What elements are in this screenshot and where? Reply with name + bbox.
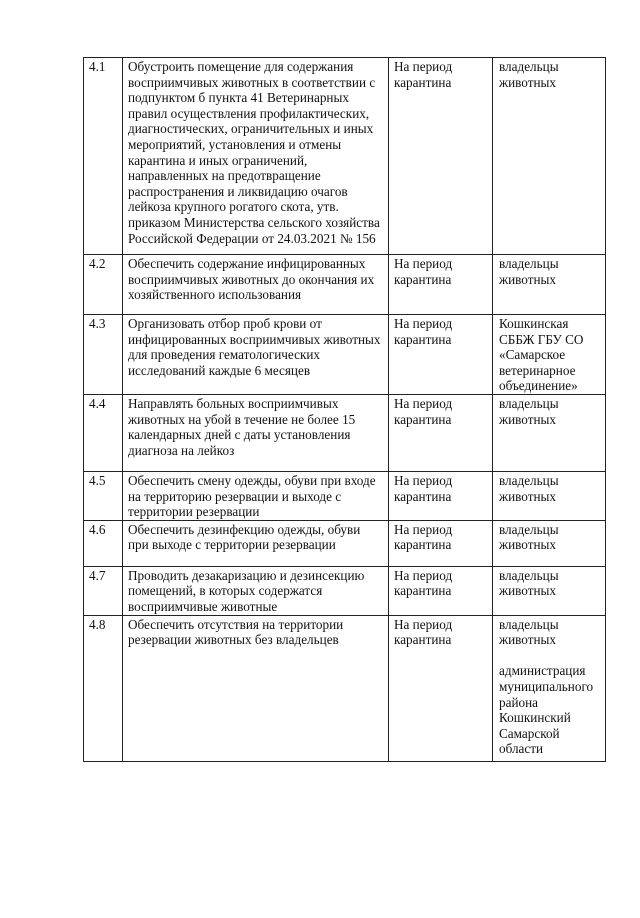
table-row (84, 394, 606, 471)
action-cell: Обеспечить дезинфекцию одежды, обуви при выходе с территории резервации (123, 520, 389, 566)
responsible-cell: владельцы животных (493, 471, 606, 520)
table-row (84, 615, 606, 761)
responsible-owners: владельцы животных (499, 616, 559, 648)
term-cell: На период карантина (389, 394, 493, 471)
action-cell: Направлять больных восприимчивых животных на убой в течение не более 15 календарных дней с даты установления диагноза на лейкоз (123, 394, 389, 471)
action-cell: Проводить дезакаризацию и дезинсекцию помещений, в которых содержатся восприимчивые животные (123, 566, 389, 615)
term-cell: На период карантина (389, 566, 493, 615)
term-cell: На период карантина (389, 520, 493, 566)
responsible-cell: владельцы животных (493, 58, 606, 255)
row-number: 4.1 (84, 58, 123, 255)
term-cell: На период карантина (389, 58, 493, 255)
action-cell: Обустроить помещение для содержания восприимчивых животных в соответствии с подпунктом б пункта 41 Ветеринарных правил осуществления профилактических, диагностических, ограничительных и иных мероприятий, установления и отмены карантина и иных ограничений, направленных на предотвращение распространения и ликвидацию очагов лейкоза крупного рогатого скота, утв. приказом Министерства сельского хозяйства Российской Федерации от 24.03.2021 № 156 (123, 58, 389, 255)
responsible-cell (493, 615, 606, 761)
row-number: 4.8 (84, 615, 123, 761)
row-number: 4.4 (84, 394, 123, 471)
action-cell: Организовать отбор проб крови от инфицированных восприимчивых животных для проведения гематологических исследований каждые 6 месяцев (123, 315, 389, 395)
action-cell: Обеспечить содержание инфицированных восприимчивых животных до окончания их хозяйственного использования (123, 255, 389, 315)
action-cell: Обеспечить отсутствия на территории резервации животных без владельцев (123, 615, 389, 761)
row-number: 4.5 (84, 471, 123, 520)
term-cell: На период карантина (389, 255, 493, 315)
responsible-cell: владельцы животных (493, 566, 606, 615)
table-row (84, 255, 606, 315)
term-cell: На период карантина (389, 471, 493, 520)
responsible-cell: Кошкинская СББЖ ГБУ СО «Самарское ветеринарное объединение» (493, 315, 606, 395)
row-number: 4.2 (84, 255, 123, 315)
table-row (84, 315, 606, 395)
table-row (84, 471, 606, 520)
term-cell: На период карантина (389, 315, 493, 395)
responsible-cell: владельцы животных (493, 394, 606, 471)
table-row (84, 58, 606, 255)
term-cell: На период карантина (389, 615, 493, 761)
action-cell: Обеспечить смену одежды, обуви при входе на территорию резервации и выходе с территории резервации (123, 471, 389, 520)
table-row (84, 520, 606, 566)
responsible-cell: владельцы животных (493, 255, 606, 315)
row-number: 4.3 (84, 315, 123, 395)
responsible-cell: владельцы животных (493, 520, 606, 566)
row-number: 4.6 (84, 520, 123, 566)
table-row (84, 566, 606, 615)
measures-table (83, 57, 606, 762)
responsible-administration: администрация муниципального района Кошкинский Самарской области (499, 663, 594, 757)
row-number: 4.7 (84, 566, 123, 615)
